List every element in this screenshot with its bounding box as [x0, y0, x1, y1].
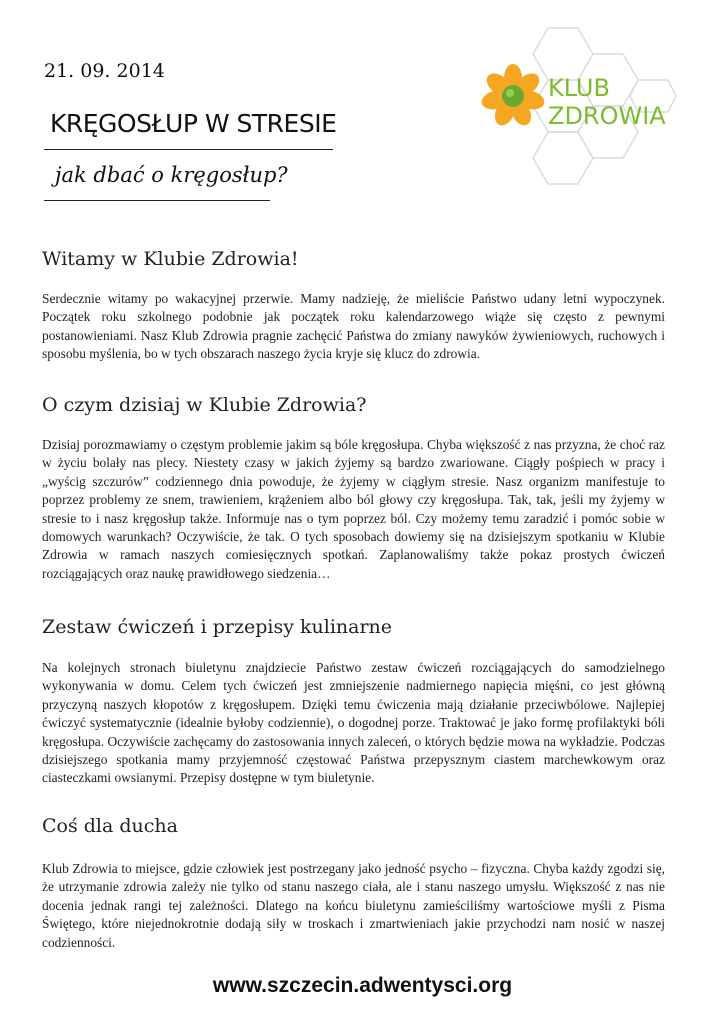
section-heading-welcome: Witamy w Klubie Zdrowia!: [42, 248, 299, 270]
logo-text-zdrowia: ZDROWIA: [548, 102, 666, 130]
klub-zdrowia-logo: [478, 20, 678, 190]
page-title: KRĘGOSŁUP W STRESIE: [50, 109, 337, 138]
page-subtitle: jak dbać o kręgosłup?: [55, 163, 288, 187]
section-body-welcome: Serdecznie witamy po wakacyjnej przerwie. Mamy nadzieję, że mieliście Państwo udany letni wypoczynek. Początek roku szkolnego podobnie jak początek roku kalendarzowego wiąże się często z pewnymi postanowieniami. Nasz Klub Zdrowia pragnie zachęcić Państwa do zmiany nawyków żywieniowych, ruchowych i sposobu myślenia, bo w tych obszarach naszego życia kryje się klucz do zdrowia.: [42, 291, 665, 362]
logo-text-klub: KLUB: [548, 74, 610, 102]
section-heading-exercises: Zestaw ćwiczeń i przepisy kulinarne: [42, 616, 393, 638]
section-heading-topic: O czym dzisiaj w Klubie Zdrowia?: [42, 394, 367, 416]
section-body-spirit: Klub Zdrowia to miejsce, gdzie człowiek jest postrzegany jako jedność psycho – fizyczna. Chyba każdy zgodzi się, że utrzymanie zdrowia zależy nie tylko od stanu naszego ciała, ale i stanu naszego umysłu. Większość z nas nie docenia jednak rangi tej zależności. Dlatego na końcu biuletynu zamieściliśmy wartościowe myśli z Pisma Świętego, które niejednokrotnie dodają siły w troskach i zmartwieniach jakie przychodzi nam nosić w naszej codzienności.: [42, 861, 665, 950]
section-body-topic: Dzisiaj porozmawiamy o częstym problemie jakim są bóle kręgosłupa. Chyba większość z nas przyzna, że choć raz w życiu bolały nas plecy. Niestety czasy w jakich żyjemy są bardzo zwariowane. Ciągły pośpiech w pracy i „wyścig szczurów” codziennego dnia powoduje, że żyjemy w ciągłym stresie. Nasz organizm manifestuje to poprzez problemy ze snem, trawieniem, krążeniem albo ból głowy czy kręgosłupa. Tak, tak, jeśli my żyjemy w stresie to i nasz kręgosłup także. Informuje nas o tym poprzez ból. Czy możemy temu zaradzić i pomóc sobie w domowych warunkach? Oczywiście, że tak. O tych sposobach dowiemy się na dzisiejszym spotkaniu w Klubie Zdrowia w ramach naszych comiesięcznych spotkań. Zaplanowaliśmy także pokaz prostych ćwiczeń rozciągających oraz naukę prawidłowego siedzenia…: [42, 437, 665, 581]
section-heading-spirit: Coś dla ducha: [42, 815, 178, 837]
subtitle-underline: [44, 200, 270, 201]
flower-icon: [480, 64, 546, 129]
footer-url[interactable]: www.szczecin.adwentysci.org: [212, 974, 513, 997]
section-body-exercises: Na kolejnych stronach biuletynu znajdziecie Państwo zestaw ćwiczeń rozciągających do samodzielnego wykonywania w domu. Celem tych ćwiczeń jest zmniejszenie nadmiernego napięcia mięśni, co jest główną przyczyną naszych kłopotów z kręgosłupem. Dzięki temu ćwiczenia mają działanie przeciwbólowe. Najlepiej ćwiczyć systematycznie (idealnie byłoby codziennie), o dogodnej porze. Traktować je jako formę profilaktyki bóli kręgosłupa. Oczywiście zachęcamy do zastosowania innych zaleceń, o których będzie mowa na wykładzie. Podczas dzisiejszego spotkania mamy przyjemność częstować Państwa przepysznym ciastem marchewkowym oraz ciasteczkami owsianymi. Przepisy dostępne w tym biuletynie.: [42, 660, 665, 786]
title-underline: [44, 149, 333, 150]
date: 21. 09. 2014: [44, 60, 165, 82]
